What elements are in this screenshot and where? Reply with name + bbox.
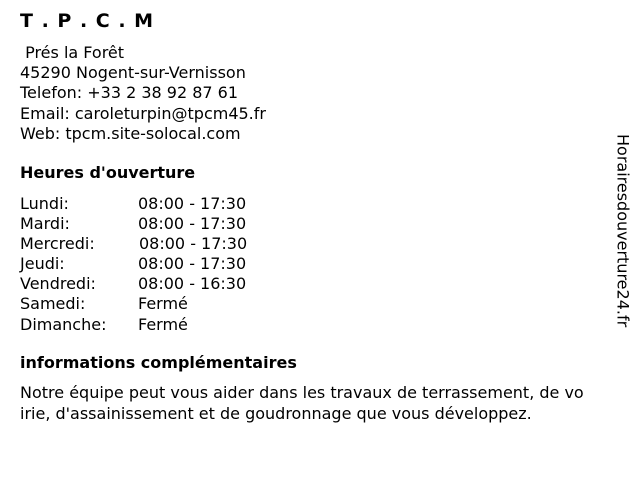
address-city: 45290 Nogent-sur-Vernisson <box>20 63 246 83</box>
info-description: Notre équipe peut vous aider dans les travaux de terrassement, de vo irie, d'assainissement et de goudronnage que vous développez. <box>20 383 584 423</box>
hours-row-friday <box>20 274 280 294</box>
hours-day: Dimanche: <box>20 314 107 334</box>
hours-row-monday <box>20 194 280 214</box>
hours-day: Lundi: <box>20 194 69 213</box>
site-watermark-text: Horairesdouverture24.fr <box>613 134 633 328</box>
business-name: T . P . C . M <box>20 10 155 32</box>
hours-day: Mardi: <box>20 214 70 234</box>
hours-day: Vendredi: <box>20 274 96 294</box>
hours-heading: Heures d'ouverture <box>20 163 196 182</box>
hours-time: 08:00 - 17:30 <box>138 214 247 234</box>
hours-day: Mercredi: <box>20 234 95 254</box>
hours-row-sunday <box>20 315 280 335</box>
hours-time: Fermé <box>138 314 188 334</box>
address-street: Prés la Forêt <box>20 43 125 62</box>
web-line: Web: tpcm.site-solocal.com <box>20 123 241 143</box>
hours-time: 08:00 - 16:30 <box>138 274 247 294</box>
hours-row-saturday <box>20 294 280 314</box>
hours-row-wednesday <box>20 234 280 254</box>
hours-time: 08:00 - 17:30 <box>138 254 247 274</box>
hours-time: 08:00 - 17:30 <box>138 194 247 213</box>
hours-time: Fermé <box>138 294 188 314</box>
info-heading: informations complémentaires <box>20 353 297 372</box>
site-watermark <box>612 134 634 374</box>
hours-row-tuesday <box>20 214 280 234</box>
phone-line: Telefon: +33 2 38 92 87 61 <box>20 83 239 103</box>
hours-row-thursday <box>20 254 280 274</box>
contact-block <box>20 43 266 144</box>
email-line: Email: caroleturpin@tpcm45.fr <box>20 103 266 123</box>
opening-hours-table <box>20 194 280 335</box>
hours-time: 08:00 - 17:30 <box>139 234 248 254</box>
hours-day: Jeudi: <box>20 254 65 274</box>
hours-day: Samedi: <box>20 294 86 314</box>
